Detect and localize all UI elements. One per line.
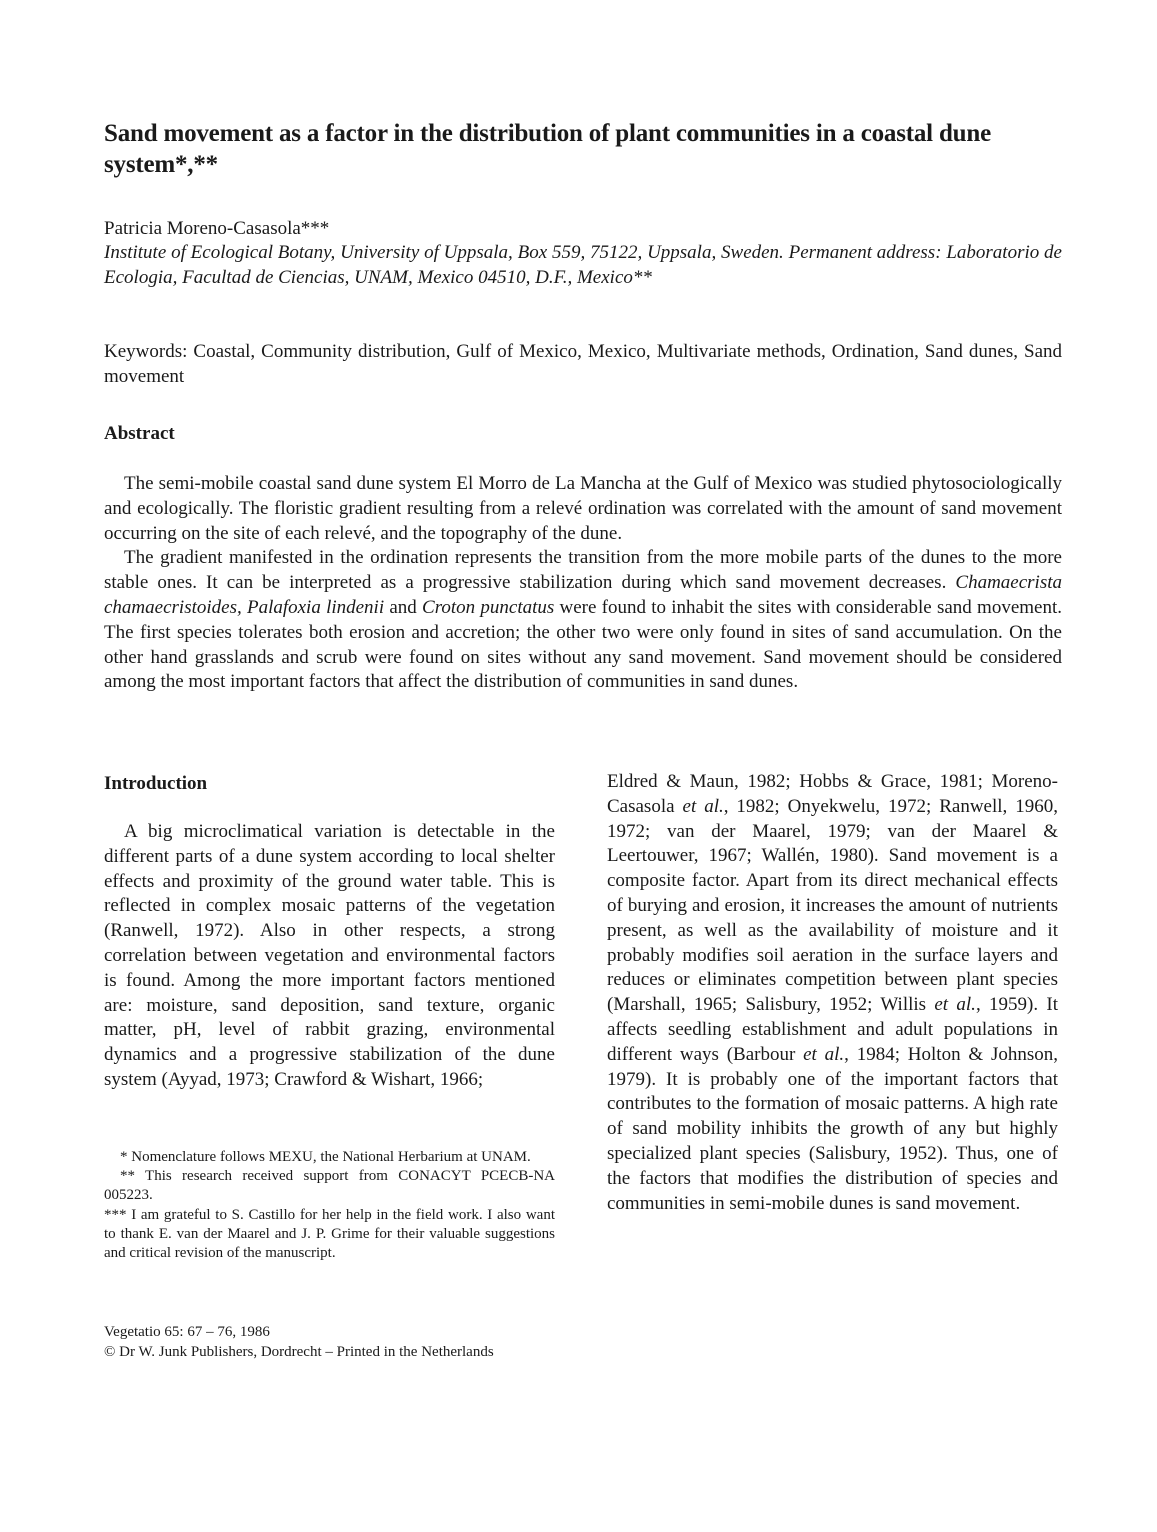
journal-info: [104, 1322, 704, 1362]
footnotes: [104, 1148, 555, 1263]
journal-citation: Vegetatio 65: 67 – 76, 1986: [104, 1324, 270, 1340]
et-al: et al.: [803, 1043, 845, 1065]
abstract-heading: Abstract: [104, 423, 175, 444]
abstract-paragraph-1: The semi-mobile coastal sand dune system El Morro de La Mancha at the Gulf of Mexico was studied phytosociologically and ecologically. The floristic gradient resulting from a relevé ordination was correlated with the amount of sand movement occurring on the site of each relevé, and the topography of the dune.: [104, 473, 1062, 544]
footnote-3: *** I am grateful to S. Castillo for her help in the field work. I also want to thank E. van der Maarel and J. P. Grime for their valuable suggestions and critical revision of the manuscript.: [104, 1206, 555, 1262]
abstract-text: The gradient manifested in the ordination represents the transition from the more mobile parts of the dunes to the more stable ones. It can be interpreted as a progressive stabilization during which sand movement decreases.: [104, 547, 1062, 594]
keywords: [104, 339, 1062, 389]
abstract-body: [104, 472, 1062, 695]
introduction-paragraph: A big microclimatical variation is detectable in the different parts of a dune system according to local shelter effects and proximity of the ground water table. This is reflected in complex mosaic patterns of the vegetation (Ranwell, 1972). Also in other respects, a strong correlation between vegetation and environmental factors is found. Among the more important factors mentioned are: moisture, sand deposition, sand texture, organic matter, pH, level of rabbit grazing, environmental dynamics and a progressive stabilization of the dune system (Ayyad, 1973; Crawford & Wishart, 1966;: [104, 821, 555, 1090]
species-name: Croton punctatus: [422, 596, 555, 618]
abstract-paragraph-2: [104, 546, 1062, 695]
introduction-heading: Introduction: [104, 773, 208, 794]
author-name: Patricia Moreno-Casasola***: [104, 218, 330, 239]
body-text: , 1984; Holton & Johnson, 1979). It is probably one of the important factors that contributes to the formation of mosaic patterns. A high rate of sand mobility inhibits the growth of any but highly specialized plant species (Salisbury, 1952). Thus, one of the factors that modifies the distribution of species and communities in semi-mobile dunes is sand movement.: [607, 1043, 1058, 1214]
species-names: Chamaecrista chamaecristoides, Palafoxia lindenii: [104, 572, 1062, 618]
introduction-left-column: [104, 820, 555, 1093]
footnote-1: * Nomenclature follows MEXU, the National Herbarium at UNAM.: [120, 1149, 531, 1165]
footnote-2: ** This research received support from CONACYT PCECB-NA 005223.: [104, 1168, 555, 1204]
author-affiliation: Institute of Ecological Botany, University of Uppsala, Box 559, 75122, Uppsala, Sweden. Permanent address: Laboratorio de Ecologia, Facultad de Ciencias, UNAM, Mexico 04510, D.F., Mexico**: [104, 242, 1062, 288]
introduction-right-column: [607, 770, 1058, 1216]
et-al: et al.: [934, 994, 976, 1016]
keywords-list: Coastal, Community distribution, Gulf of Mexico, Mexico, Multivariate methods, Ordination, Sand dunes, Sand movement: [104, 341, 1063, 387]
abstract-text: were found to inhabit the sites with considerable sand movement. The first species tolerates both erosion and accretion; the other two were only found in sites of sand accumulation. On the other hand grasslands and scrub were found on sites without any sand movement. Sand movement should be considered among the most important factors that affect the distribution of communities in sand dunes.: [104, 596, 1062, 693]
body-text: Eldred & Maun, 1982; Hobbs & Grace, 1981; Moreno-Casasola: [607, 771, 1058, 817]
et-al: et al.: [682, 795, 724, 817]
publisher-line: © Dr W. Junk Publishers, Dordrecht – Printed in the Netherlands: [104, 1344, 494, 1360]
keywords-label: Keywords:: [104, 341, 188, 362]
body-text: , 1959). It affects seedling establishment and adult populations in different ways (Barbour: [607, 994, 1058, 1065]
introduction-continued: [607, 770, 1058, 1216]
abstract-text: and: [384, 596, 423, 618]
body-text: , 1982; Onyekwelu, 1972; Ranwell, 1960, 1972; van der Maarel, 1979; van der Maarel & Leertouwer, 1967; Wallén, 1980). Sand movement is a composite factor. Apart from its direct mechanical effects of burying and erosion, it increases the amount of nutrients present, as well as the availability of moisture and it probably modifies soil aeration in the surface layers and reduces or eliminates competition between plant species (Marshall, 1965; Salisbury, 1952; Willis: [607, 795, 1058, 1016]
paper-title: Sand movement as a factor in the distribution of plant communities in a coastal dune system*,**: [104, 120, 991, 178]
